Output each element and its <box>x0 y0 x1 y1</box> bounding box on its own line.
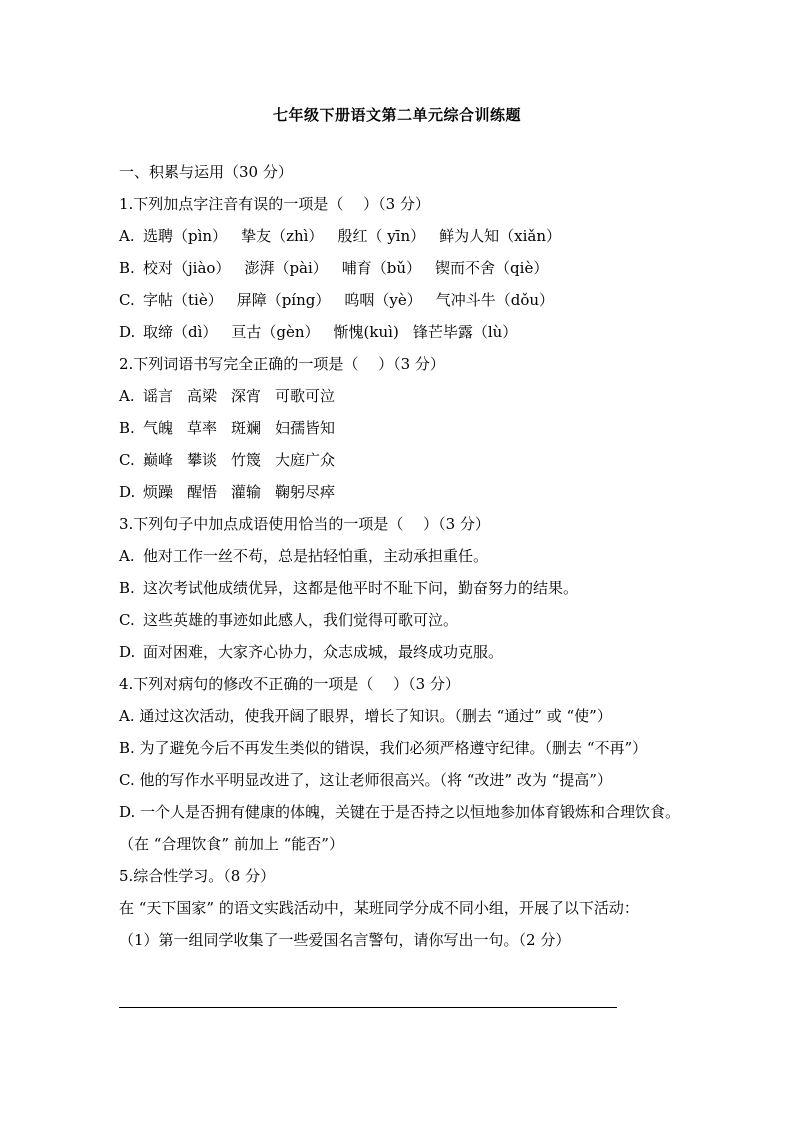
option-item: 大庭广众 <box>275 451 336 469</box>
question-3-option-c <box>119 604 699 636</box>
option-item: 醒悟 <box>187 483 218 501</box>
option-letter: A. <box>119 547 135 565</box>
option-item: 鞠躬尽瘁 <box>275 483 336 501</box>
option-item: 可歌可泣 <box>275 387 336 405</box>
option-letter: D. <box>119 483 136 501</box>
option-text: 这次考试他成绩优异，这都是他平时不耻下问，勤奋努力的结果。 <box>143 579 579 597</box>
question-1-option-c <box>119 284 699 316</box>
question-2-option-d <box>119 476 699 508</box>
option-item: 屏障（píng） <box>236 291 331 309</box>
option-item: 气冲斗牛（dǒu） <box>435 291 555 309</box>
question-2-stem: 2.下列词语书写完全正确的一项是（ ）（3 分） <box>119 355 445 373</box>
question-2-option-c <box>119 444 699 476</box>
option-item: 深宵 <box>231 387 262 405</box>
option-item: 巅峰 <box>143 451 174 469</box>
option-item: 竹篾 <box>231 451 262 469</box>
option-letter: A. <box>119 227 135 245</box>
question-3-option-b <box>119 572 699 604</box>
option-letter: D. <box>119 643 136 661</box>
option-item: 澎湃（pài） <box>244 259 328 277</box>
option-item: 高梁 <box>187 387 218 405</box>
option-item: 气魄 <box>143 419 174 437</box>
option-letter: B. <box>119 579 135 597</box>
question-4-option-b: B. 为了避免今后不再发生类似的错误，我们必须严格遵守纪律。（删去 “不再”） <box>119 739 648 757</box>
option-letter: C. <box>119 291 135 309</box>
option-item: 哺育（bǔ） <box>341 259 422 277</box>
question-2-option-b <box>119 412 699 444</box>
option-item: 攀谈 <box>187 451 218 469</box>
option-item: 挚友（zhì） <box>241 227 324 245</box>
option-item: 惭愧(kuì) <box>333 323 399 341</box>
option-letter: A. <box>119 387 135 405</box>
option-text: 这些英雄的事迹如此感人，我们觉得可歌可泣。 <box>143 611 459 629</box>
option-letter: B. <box>119 419 135 437</box>
section-heading: 一、积累与运用（30 分） <box>119 163 293 181</box>
question-3-stem: 3.下列句子中加点成语使用恰当的一项是（ ）（3 分） <box>119 515 490 533</box>
answer-blank-line[interactable] <box>119 1007 617 1008</box>
option-letter: B. <box>119 259 135 277</box>
option-text: 面对困难，大家齐心协力，众志成城，最终成功克服。 <box>143 643 504 661</box>
question-4-stem: 4.下列对病句的修改不正确的一项是（ ）（3 分） <box>119 675 460 693</box>
document-body <box>119 156 699 956</box>
question-5-stem: 5.综合性学习。（8 分） <box>119 867 276 885</box>
question-3-option-a <box>119 540 699 572</box>
question-3-option-d <box>119 636 699 668</box>
question-1-option-b <box>119 252 699 284</box>
option-letter: D. <box>119 323 136 341</box>
question-5-sub-1: （1）第一组同学收集了一些爱国名言警句，请你写出一句。（2 分） <box>119 931 571 949</box>
option-letter: C. <box>119 451 135 469</box>
option-item: 取缔（dì） <box>143 323 218 341</box>
question-1-option-d <box>119 316 699 348</box>
option-item: 亘古（gèn） <box>231 323 320 341</box>
option-item: 灌输 <box>231 483 262 501</box>
option-item: 锲而不舍（qiè） <box>435 259 549 277</box>
option-item: 谣言 <box>143 387 174 405</box>
option-item: 烦躁 <box>143 483 174 501</box>
option-item: 锋芒毕露（lù） <box>412 323 518 341</box>
option-item: 斑斓 <box>231 419 262 437</box>
option-item: 妇孺皆知 <box>275 419 336 437</box>
option-text: 他对工作一丝不苟，总是拈轻怕重，主动承担重任。 <box>143 547 489 565</box>
option-item: 呜咽（yè） <box>344 291 422 309</box>
option-item: 鲜为人知（xiǎn） <box>439 227 562 245</box>
option-item: 字帖（tiè） <box>143 291 223 309</box>
document-title: 七年级下册语文第二单元综合训练题 <box>272 106 521 124</box>
option-item: 草率 <box>187 419 218 437</box>
question-2-option-a <box>119 380 699 412</box>
option-letter: C. <box>119 611 135 629</box>
question-1-option-a <box>119 220 699 252</box>
option-item: 校对（jiào） <box>143 259 231 277</box>
question-4-option-a: A. 通过这次活动，使我开阔了眼界，增长了知识。（删去 “通过” 或 “使”） <box>119 707 612 725</box>
option-item: 殷红（ yīn） <box>337 227 426 245</box>
option-item: 选聘（pìn） <box>143 227 228 245</box>
question-1-stem: 1.下列加点字注音有误的一项是（ ）（3 分） <box>119 195 430 213</box>
question-5-intro: 在 “天下国家” 的语文实践活动中，某班同学分成不同小组，开展了以下活动： <box>119 899 639 917</box>
question-4-option-c: C. 他的写作水平明显改进了，这让老师很高兴。（将 “改进” 改为 “提高”） <box>119 771 612 789</box>
question-4-option-d: D. 一个人是否拥有健康的体魄，关键在于是否持之以恒地参加体育锻炼和合理饮食。（在 “合理饮食” 前加上 “能否”） <box>119 803 681 853</box>
